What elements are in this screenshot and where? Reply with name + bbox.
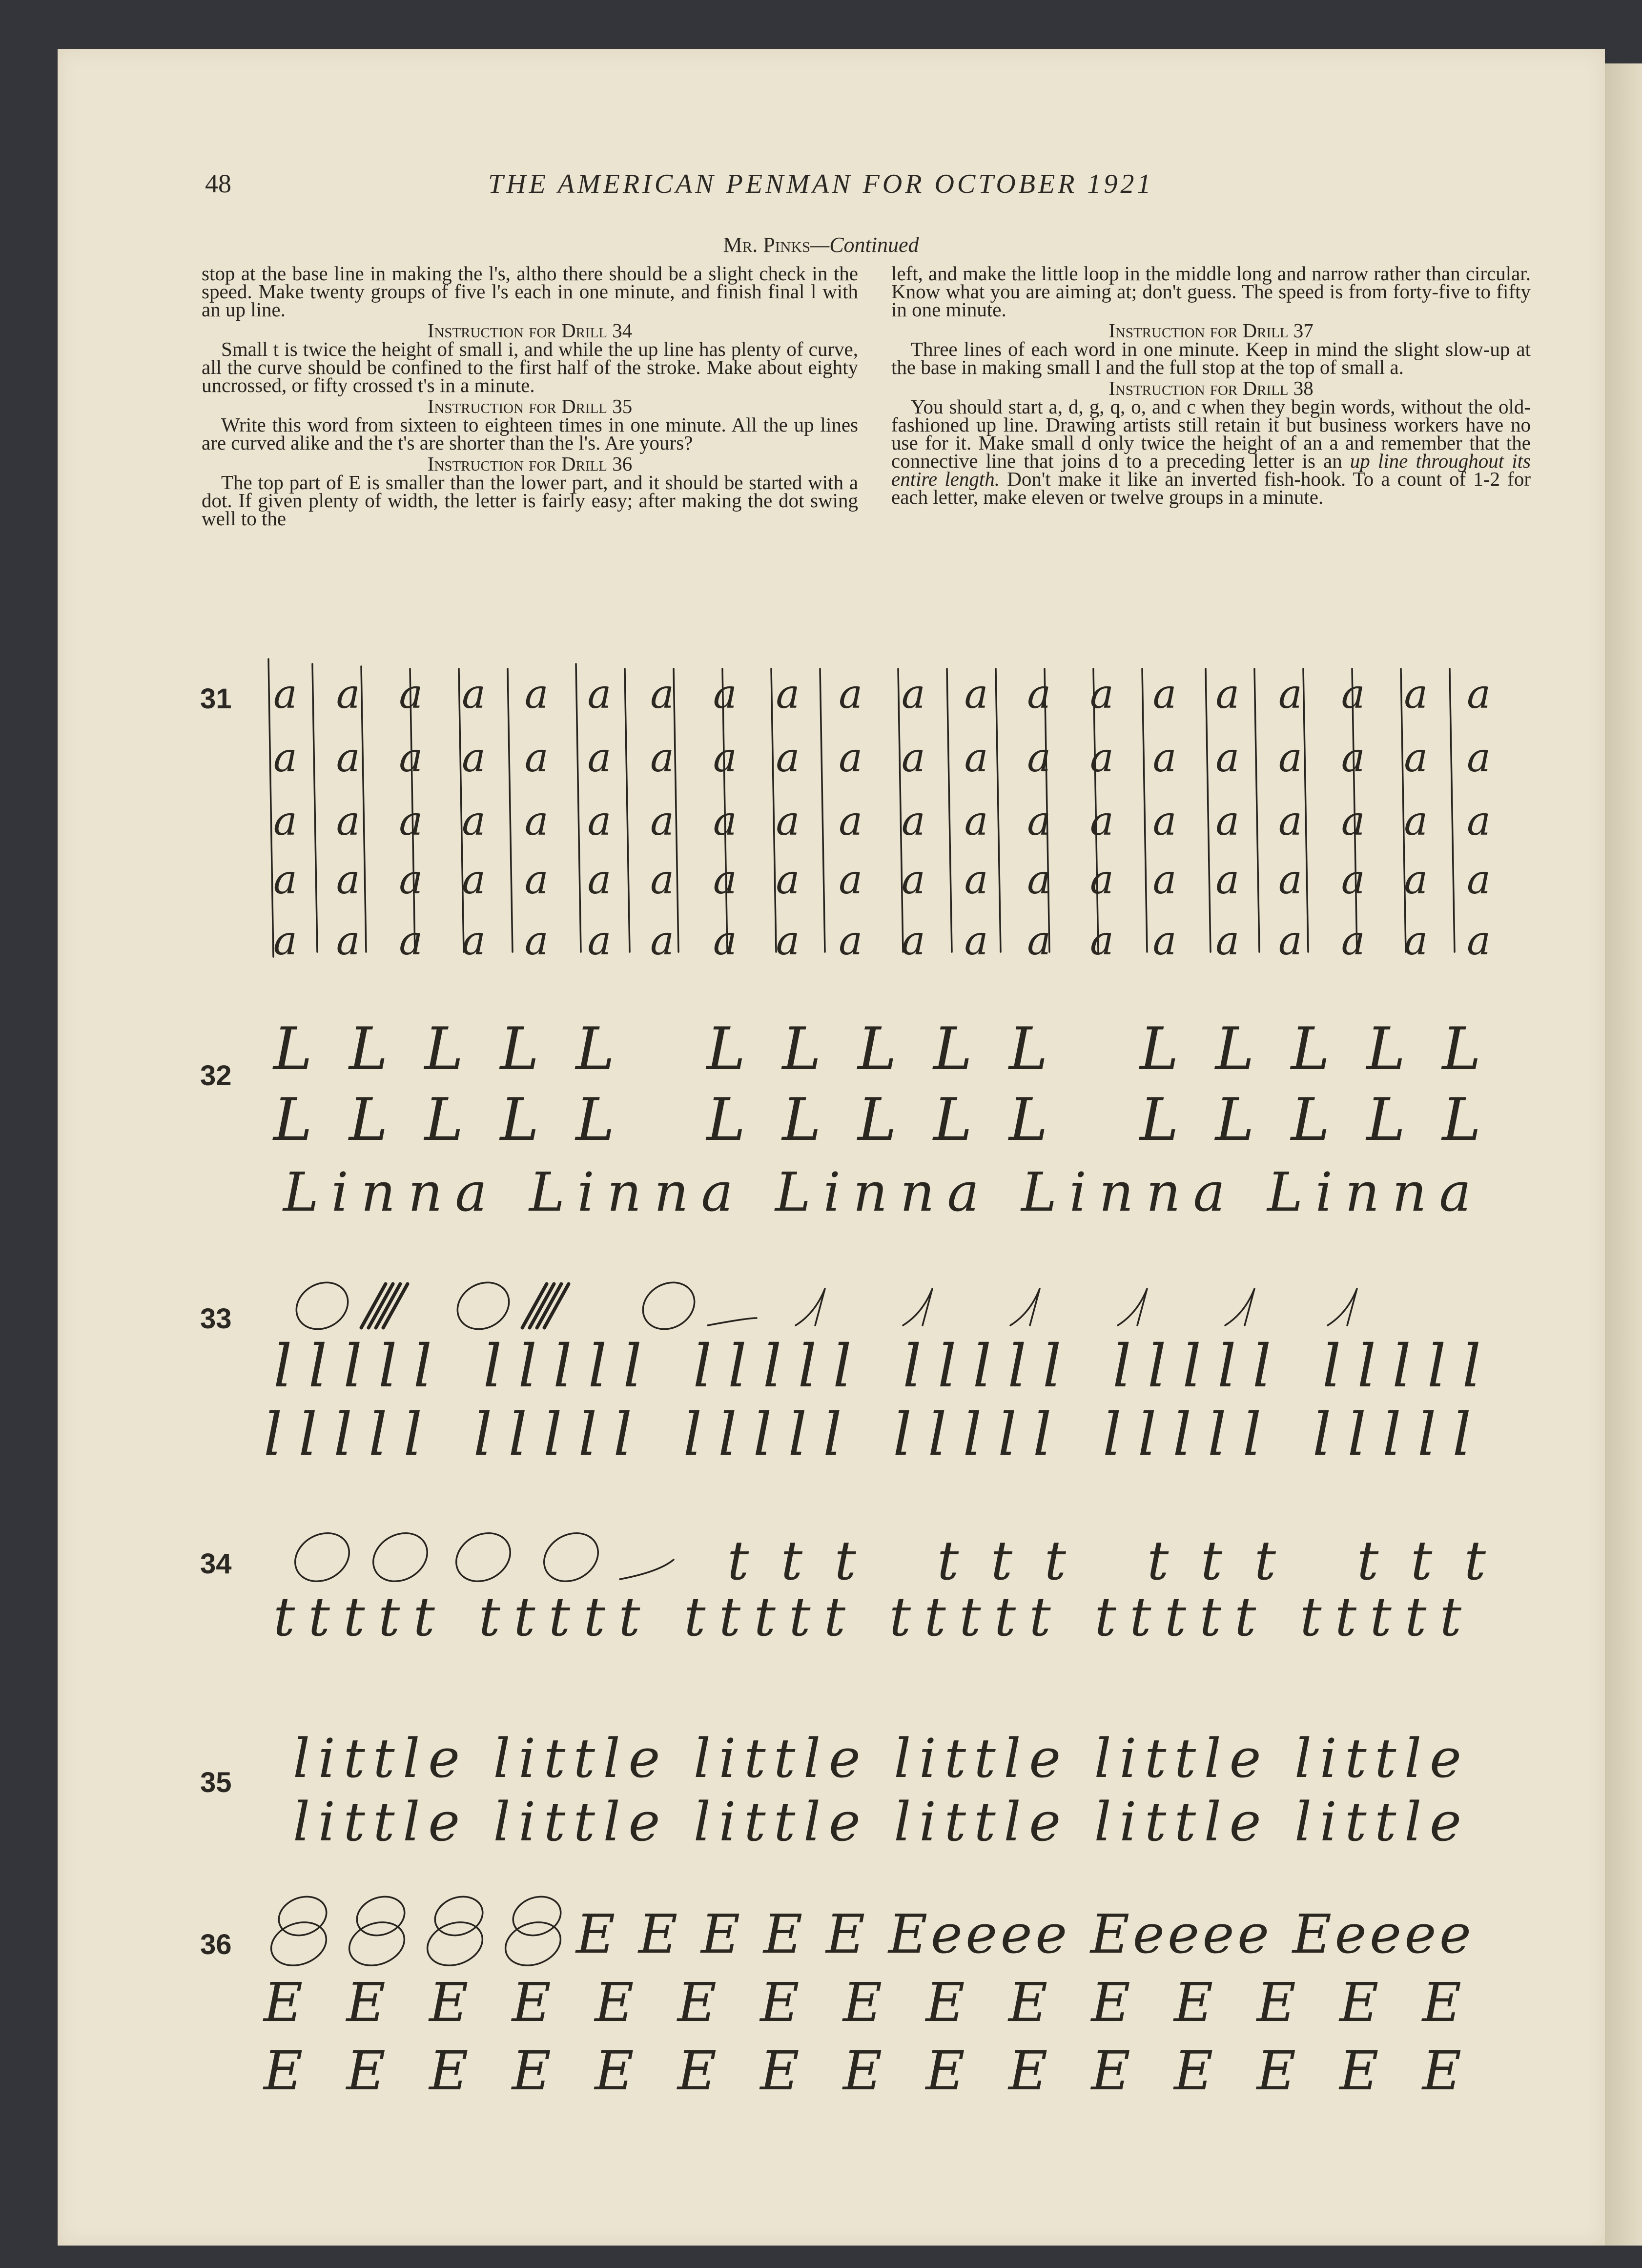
drill-32-line-1: LLLLL LLLLL LLLLL bbox=[273, 1015, 1484, 1083]
drill-31-line-1: aaaaaaaaaaaaaaaaaaaa bbox=[273, 671, 1494, 718]
drill-36-heading: Instruction for Drill 36 bbox=[427, 453, 633, 475]
drill-34-line-2: ttttt ttttt ttttt ttttt ttttt ttttt bbox=[273, 1586, 1464, 1648]
left-column bbox=[202, 262, 858, 530]
drill-number-34: 34 bbox=[200, 1548, 232, 1580]
emphasis-text: up line throughout its entire length. bbox=[891, 450, 1531, 490]
drill-number-32: 32 bbox=[200, 1060, 232, 1092]
running-title: THE AMERICAN PENMAN FOR OCTOBER 1921 bbox=[488, 169, 1154, 199]
paragraph: Write this word from sixteen to eighteen times in one minute. All the up lines are curved alike and the t's are shorter than the l's. Are yours? bbox=[202, 413, 858, 454]
continued-heading bbox=[0, 232, 1642, 257]
paragraph: stop at the base line in making the l's, altho there should be a slight check in the speed. Make twenty groups of five l's each in one minute, and finish final l with an up line. bbox=[202, 262, 858, 321]
drill-number-33: 33 bbox=[200, 1303, 232, 1335]
right-column bbox=[891, 262, 1531, 508]
drill-number-35: 35 bbox=[200, 1767, 232, 1798]
drill-31-line-3: aaaaaaaaaaaaaaaaaaaa bbox=[273, 798, 1494, 845]
drill-37-heading: Instruction for Drill 37 bbox=[1108, 319, 1314, 342]
drill-32-specimen bbox=[264, 1010, 1513, 1225]
drill-31-line-2: aaaaaaaaaaaaaaaaaaaa bbox=[273, 735, 1494, 781]
drill-38-heading: Instruction for Drill 38 bbox=[1108, 377, 1314, 399]
drill-32-line-2: LLLLL LLLLL LLLLL bbox=[273, 1086, 1484, 1154]
drill-34-heading: Instruction for Drill 34 bbox=[427, 319, 633, 342]
drill-35-lines bbox=[264, 1718, 1513, 1855]
drill-35-line-2: little little little little little little bbox=[293, 1791, 1464, 1853]
paragraph: The top part of E is smaller than the lower part, and it should be started with a dot. If given plenty of width, the letter is fairly easy; after making the dot swing well to the bbox=[202, 471, 858, 530]
paragraph-text: You should start a, d, g, q, o, and c when they begin words, without the old-fashioned up line. Drawing artists still retain it but business workers have no use for it. Make small d only twice the height of an a and remember that the connective line that joins d to a preceding letter is an bbox=[891, 395, 1531, 472]
drill-36-line-2: E E E E E E E E E E E E E E E bbox=[264, 1971, 1464, 2034]
drill-35-heading: Instruction for Drill 35 bbox=[427, 395, 633, 417]
drill-32-line-3: Linna Linna Linna Linna Linna bbox=[283, 1161, 1474, 1223]
drill-36-lines bbox=[264, 1889, 1513, 2102]
drill-34-line-1: ttt ttt ttt ttt bbox=[727, 1529, 1489, 1592]
paragraph: left, and make the little loop in the middle long and narrow rather than circular. Know what you are aiming at; don't guess. The speed is from forty-five to fifty in one minute. bbox=[891, 262, 1531, 321]
drill-33-warmup-ovals bbox=[288, 1274, 1459, 1338]
paragraph: Three lines of each word in one minute. Keep in mind the slight slow-up at the base in making small l and the full stop at the top of small a. bbox=[891, 338, 1531, 378]
drill-34-lines bbox=[264, 1587, 1513, 1655]
drill-number-36: 36 bbox=[200, 1929, 232, 1960]
drill-33-line-2: lllll lllll lllll lllll lllll lllll bbox=[264, 1401, 1475, 1469]
paragraph: Small t is twice the height of small i, and while the up line has plenty of curve, all the curve should be confined to the first half of the stroke. Make about eighty uncrossed, or fifty crossed t's in a minute. bbox=[202, 338, 858, 396]
author-name: Mr. Pinks bbox=[723, 233, 811, 257]
drill-35-line-1: little little little little little little bbox=[293, 1727, 1464, 1790]
drill-34-warmup bbox=[288, 1523, 1508, 1591]
page-number: 48 bbox=[205, 169, 231, 198]
facing-page-edge bbox=[1605, 63, 1642, 2246]
drill-number-31: 31 bbox=[200, 683, 232, 715]
drill-31-lines bbox=[264, 654, 1513, 967]
paragraph bbox=[891, 395, 1531, 508]
drill-36-line-3: E E E E E E E E E E E E E E E bbox=[264, 2040, 1464, 2102]
drill-33-lines bbox=[264, 1333, 1513, 1469]
drill-31-line-4: aaaaaaaaaaaaaaaaaaaa bbox=[273, 857, 1494, 903]
drill-31-line-5: aaaaaaaaaaaaaaaaaaaa bbox=[273, 918, 1494, 964]
page-header bbox=[205, 168, 1554, 207]
continued-label: —Continued bbox=[810, 233, 919, 257]
drill-33-line-1: lllll lllll lllll lllll lllll lllll bbox=[273, 1333, 1484, 1401]
paragraph-text: Don't make it like an inverted fish-hook. To a count of 1-2 for each letter, make eleven or twelve groups in a minute. bbox=[891, 468, 1531, 508]
drill-36-line-1: E E E E E Eeeee Eeeee Eeeee bbox=[576, 1903, 1474, 1965]
